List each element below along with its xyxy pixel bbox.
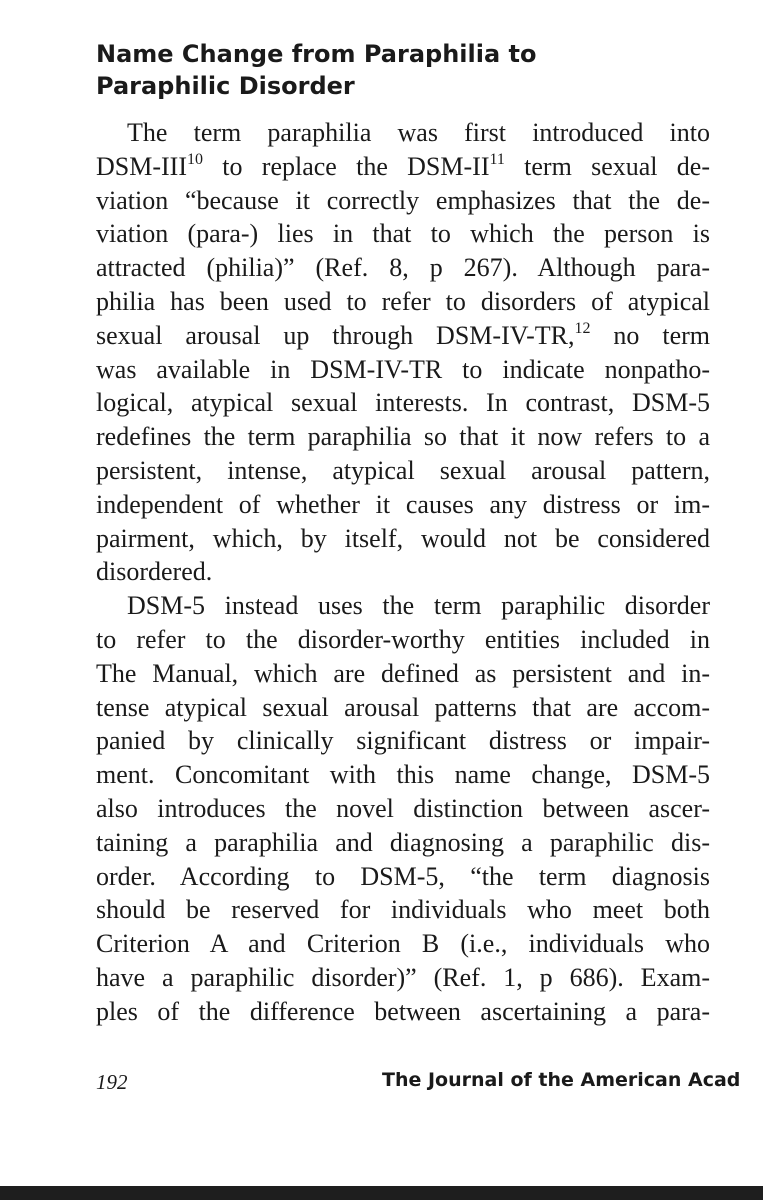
text-line: Criterion A and Criterion B (i.e., individuals who: [96, 929, 710, 959]
text-line: was available in DSM-IV-TR to indicate nonpatho-: [96, 354, 710, 384]
text-line: attracted (philia)” (Ref. 8, p 267). Although para-: [96, 253, 710, 283]
text-line: disordered.: [96, 557, 213, 587]
text-line: ples of the difference between ascertaining a para-: [96, 996, 710, 1026]
text-line: persistent, intense, atypical sexual arousal pattern,: [96, 455, 710, 485]
text-line: panied by clinically significant distress or impair-: [96, 726, 710, 756]
text-line: order. According to DSM-5, “the term diagnosis: [96, 861, 710, 891]
footnote-ref-10: 10: [187, 150, 203, 168]
journal-running-title: The Journal of the American Acad: [382, 1069, 741, 1091]
text-line: independent of whether it causes any distress or im-: [96, 489, 710, 519]
paragraph-1: [96, 116, 710, 589]
footnote-ref-11: 11: [489, 150, 505, 168]
body-text: [96, 116, 710, 1029]
footnote-ref-12: 12: [574, 319, 591, 337]
text-line: DSM-5 instead uses the term paraphilic disorder: [127, 591, 710, 621]
bottom-bar: [0, 1186, 763, 1200]
text-line: ment. Concomitant with this name change, DSM-5: [96, 760, 710, 790]
text-line: tense atypical sexual arousal patterns that are accom-: [96, 692, 710, 722]
section-heading-line-1: Name Change from Paraphilia to: [96, 40, 537, 68]
text-line: viation “because it correctly emphasizes that the de-: [96, 185, 710, 215]
text-line: The Manual, which are defined as persistent and in-: [96, 658, 710, 688]
text-line: also introduces the novel distinction between ascer-: [96, 793, 710, 823]
text-line: DSM-III$^{10}$ to replace the DSM-II$^{11}$ term sexual de-: [96, 150, 710, 181]
text-line: to refer to the disorder-worthy entities included in: [96, 624, 710, 654]
text-line: philia has been used to refer to disorders of atypical: [96, 286, 710, 316]
text-line: logical, atypical sexual interests. In contrast, DSM-5: [96, 388, 710, 418]
page-number: 192: [96, 1070, 128, 1094]
paragraph-2: [96, 589, 710, 1028]
text-line: taining a paraphilia and diagnosing a paraphilic dis-: [96, 827, 710, 857]
text-line: redefines the term paraphilia so that it now refers to a: [96, 422, 710, 452]
section-heading-line-2: Paraphilic Disorder: [96, 72, 355, 100]
text-line: viation (para-) lies in that to which the person is: [96, 219, 710, 249]
section-heading: [96, 38, 736, 102]
text-line: The term paraphilia was first introduced into: [127, 118, 710, 147]
text-line: have a paraphilic disorder)” (Ref. 1, p 686). Exam-: [96, 962, 710, 992]
text-line: pairment, which, by itself, would not be considered: [96, 523, 710, 553]
text-line: should be reserved for individuals who meet both: [96, 895, 710, 925]
text-line: sexual arousal up through DSM-IV-TR,$^{12}$ no term: [96, 319, 710, 350]
